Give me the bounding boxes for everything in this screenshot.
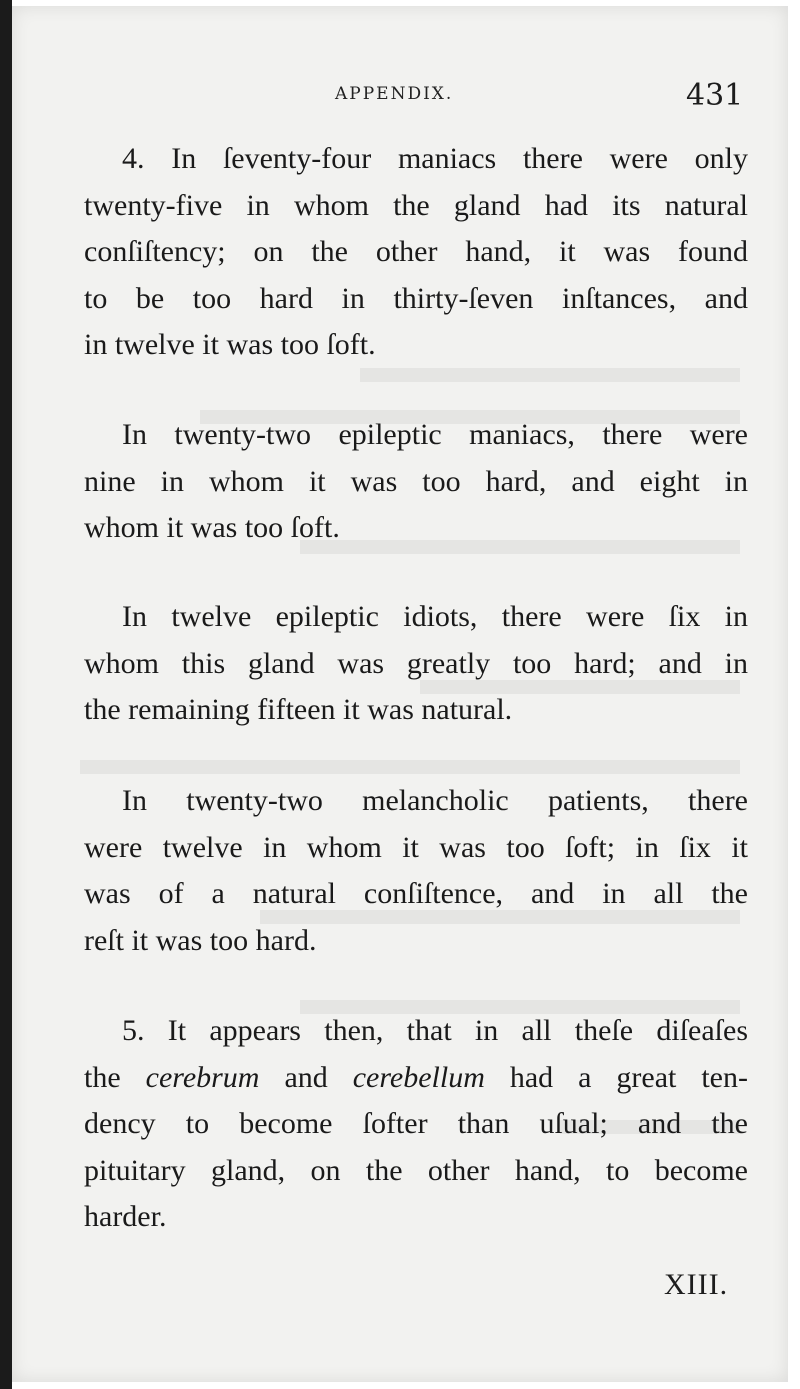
text-line: pituitary gland, on the other hand, to become: [84, 1153, 748, 1187]
page-number: 431: [686, 78, 744, 113]
paragraph-4: [84, 778, 748, 964]
catchword: XIII.: [664, 1268, 729, 1301]
text-line: nine in whom it was too hard, and eight in: [84, 464, 748, 498]
text-line: to be too hard in thirty-ſeven inſtances, and: [84, 281, 748, 315]
text-line: conſiſtency; on the other hand, it was found: [84, 235, 748, 268]
text-line: was of a natural conſiſtence, and in all the: [84, 877, 748, 910]
text-line: the remaining fifteen it was natural.: [84, 693, 513, 726]
text-line: 5. It appears then, that in all theſe diſeaſes: [122, 1014, 748, 1047]
text-line: In twenty-two melancholic patients, there: [122, 784, 748, 817]
text-line: [84, 1055, 748, 1102]
scan-edge: [0, 0, 12, 1389]
text-run: had a great ten-: [484, 1060, 748, 1094]
show-through-line: [360, 368, 740, 382]
text-line: were twelve in whom it was too ſoft; in ſix it: [84, 830, 748, 864]
text-line: dency to become ſofter than uſual; and the: [84, 1107, 748, 1140]
text-run: the: [84, 1060, 146, 1094]
text-line: In twenty-two epileptic maniacs, there were: [122, 418, 748, 451]
text-line: in twelve it was too ſoft.: [84, 328, 376, 361]
text-run: and: [259, 1060, 353, 1094]
italic-term-cerebrum: cerebrum: [145, 1060, 260, 1094]
running-head: APPENDIX.: [335, 84, 454, 104]
paragraph-2: [84, 412, 748, 552]
text-line: whom it was too ſoft.: [84, 511, 340, 544]
text-line: reſt it was too hard.: [84, 923, 317, 957]
paragraph-1: [84, 136, 748, 369]
text-line: In twelve epileptic idiots, there were ſix in: [122, 600, 748, 633]
text-line: 4. In ſeventy-four maniacs there were only: [122, 142, 748, 175]
page-header: [0, 78, 800, 118]
text-line: harder.: [84, 1200, 167, 1233]
text-line: whom this gland was greatly too hard; and in: [84, 646, 748, 680]
text-line: twenty-five in whom the gland had its natural: [84, 188, 748, 222]
italic-term-cerebellum: cerebellum: [352, 1060, 485, 1094]
paragraph-5: [84, 1008, 748, 1241]
show-through-line: [80, 760, 740, 774]
paragraph-3: [84, 594, 748, 734]
